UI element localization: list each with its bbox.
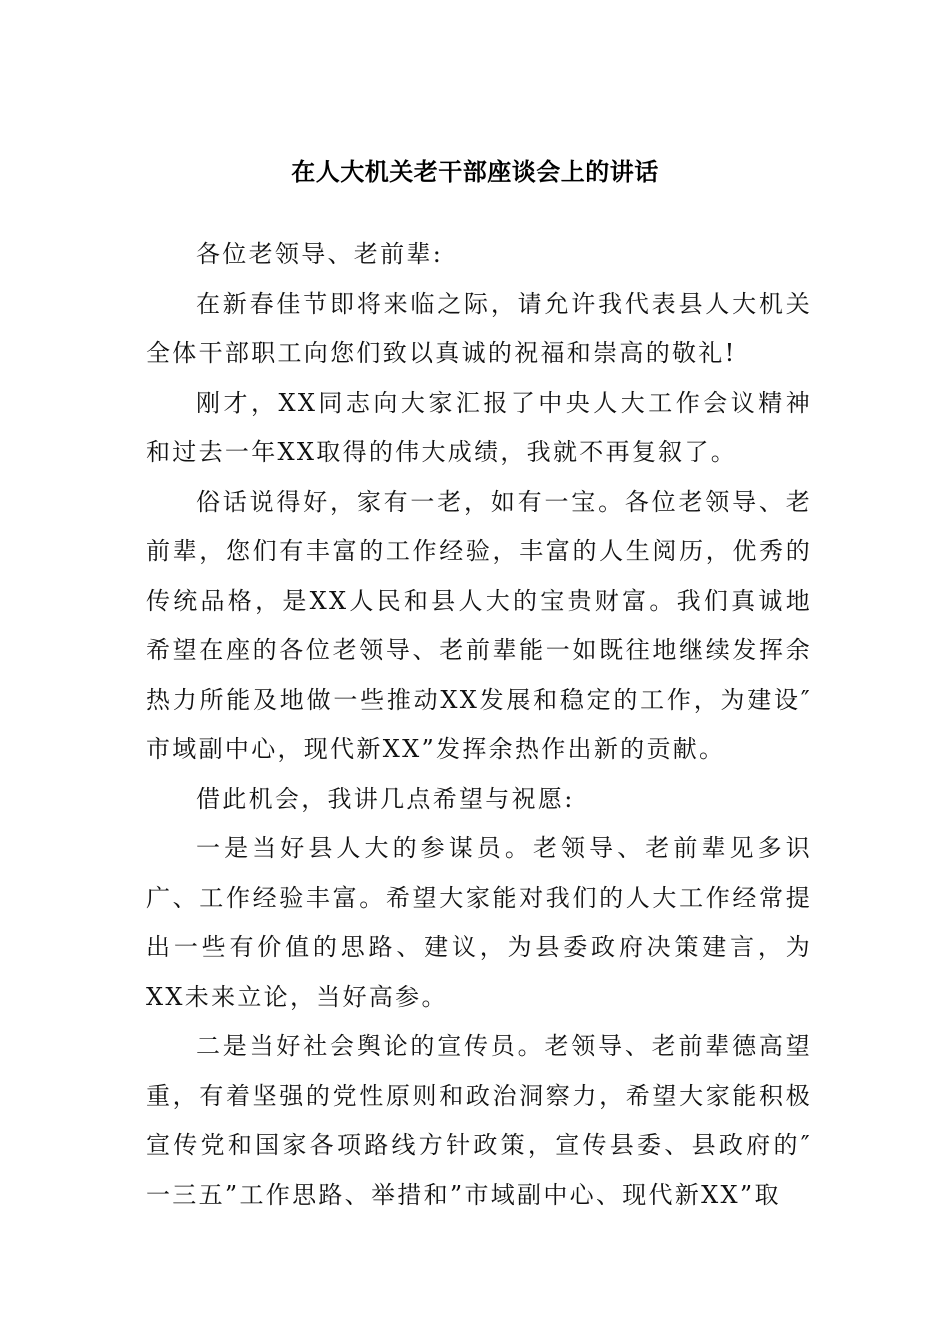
paragraph: 俗话说得好，家有一老，如有一宝。各位老领导、老前辈，您们有丰富的工作经验，丰富的人生阅历，优秀的传统品格，是XX人民和县人大的宝贵财富。我们真诚地希望在座的各位老领导、老前辈能一如既往地继续发挥余热力所能及地做一些推动XX发展和稳定的工作，为建设″市域副中心，现代新XX”发挥余热作出新的贡献。 (146, 487, 812, 763)
document-title: 在人大机关老干部座谈会上的讲话 (291, 158, 659, 186)
paragraph-salutation: 各位老领导、老前辈: (196, 240, 444, 268)
paragraph: 刚才，XX同志向大家汇报了中央人大工作会议精神和过去一年XX取得的伟大成绩，我就不再复叙了。 (146, 388, 812, 466)
paragraph: 二是当好社会舆论的宣传员。老领导、老前辈德高望重，有着坚强的党性原则和政治洞察力，希望大家能积极宣传党和国家各项路线方针政策，宣传县委、县政府的″一三五”工作思路、举措和”市域副中心、现代新XX”取 (146, 1032, 812, 1209)
paragraph: 在新春佳节即将来临之际，请允许我代表县人大机关全体干部职工向您们致以真诚的祝福和崇高的敬礼! (146, 289, 812, 367)
paragraph: 借此机会，我讲几点希望与祝愿: (196, 784, 575, 813)
paragraph: 一是当好县人大的参谋员。老领导、老前辈见多识广、工作经验丰富。希望大家能对我们的人大工作经常提出一些有价值的思路、建议，为县委政府决策建言，为XX未来立论，当好高参。 (146, 834, 812, 1011)
document-body (146, 230, 812, 1220)
